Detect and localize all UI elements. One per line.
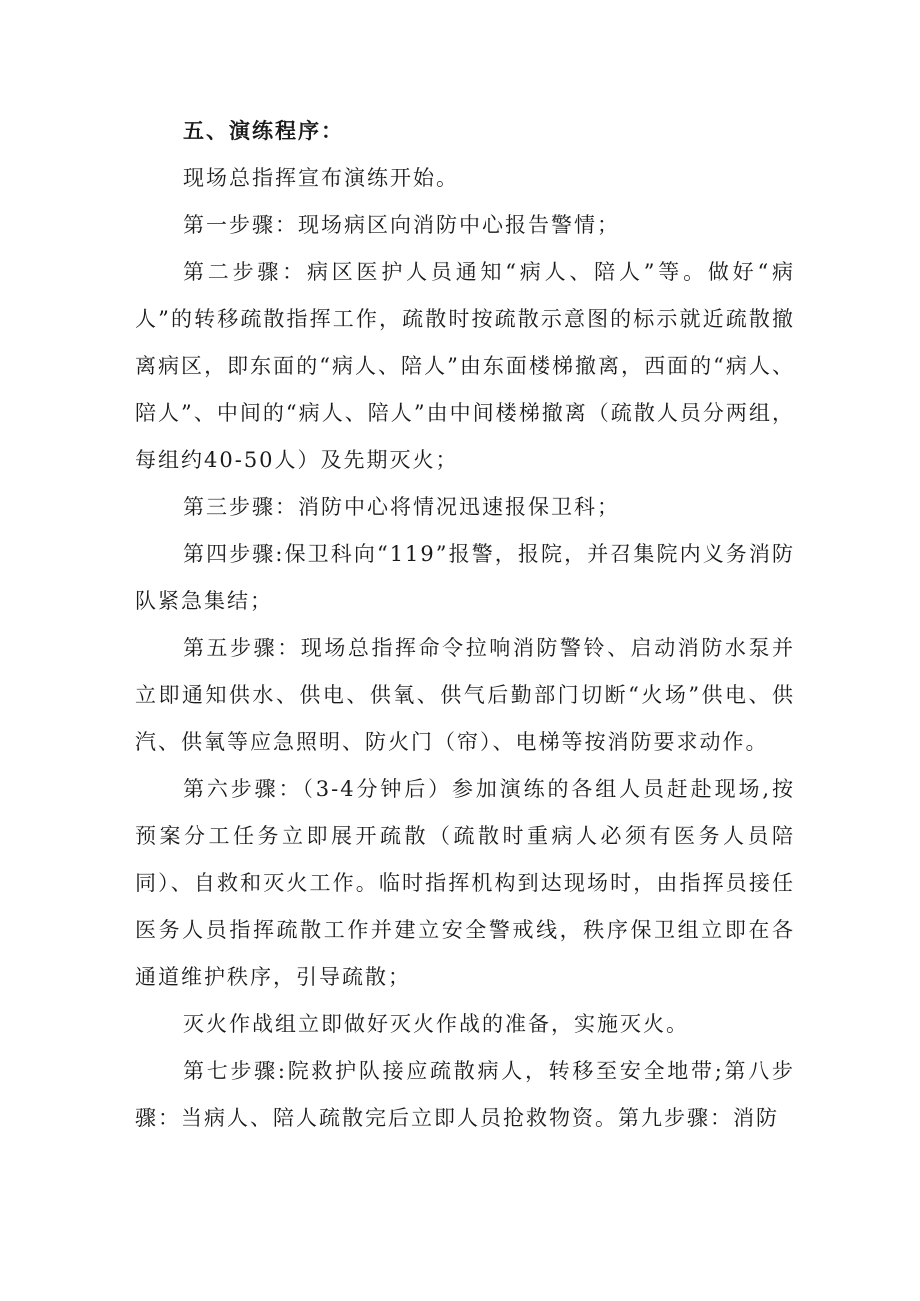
paragraph-step-4: 第四步骤:保卫科向“119”报警，报院，并召集院内义务消防队紧急集结； [135, 542, 795, 613]
paragraph-step-7-9: 第七步骤:院救护队接应疏散病人，转移至安全地带;第八步骤：当病人、陪人疏散完后立即人员抢救物资。第九步骤：消防 [135, 1059, 795, 1130]
paragraph-step-6: 第六步骤：（3-4分钟后）参加演练的各组人员赶赴现场,按预案分工任务立即展开疏散（疏散时重病人必须有医务人员陪同）、自救和灭火工作。临时指挥机构到达现场时，由指挥员接任医务人员指挥疏散工作并建立安全警戒线，秩序保卫组立即在各通道维护秩序，引导疏散； [135, 777, 795, 989]
paragraph-start: 现场总指挥宣布演练开始。 [183, 166, 459, 190]
document-body [135, 108, 795, 1142]
paragraph-step-1: 第一步骤：现场病区向消防中心报告警情； [183, 213, 620, 237]
paragraph-firefighting: 灭火作战组立即做好灭火作战的准备，实施灭火。 [183, 1012, 689, 1036]
section-heading: 五、演练程序： [183, 119, 344, 143]
paragraph-step-5: 第五步骤：现场总指挥命令拉响消防警铃、启动消防水泵并立即通知供水、供电、供氧、供气后勤部门切断“火场”供电、供汽、供氧等应急照明、防火门（帘）、电梯等按消防要求动作。 [135, 636, 795, 754]
paragraph-step-2: 第二步骤：病区医护人员通知“病人、陪人”等。做好“病人”的转移疏散指挥工作，疏散时按疏散示意图的标示就近疏散撤离病区，即东面的“病人、陪人”由东面楼梯撤离，西面的“病人、陪人”、中间的“病人、陪人”由中间楼梯撤离（疏散人员分两组，每组约40-50人）及先期灭火； [135, 260, 795, 472]
paragraph-step-3: 第三步骤：消防中心将情况迅速报保卫科； [183, 495, 620, 519]
